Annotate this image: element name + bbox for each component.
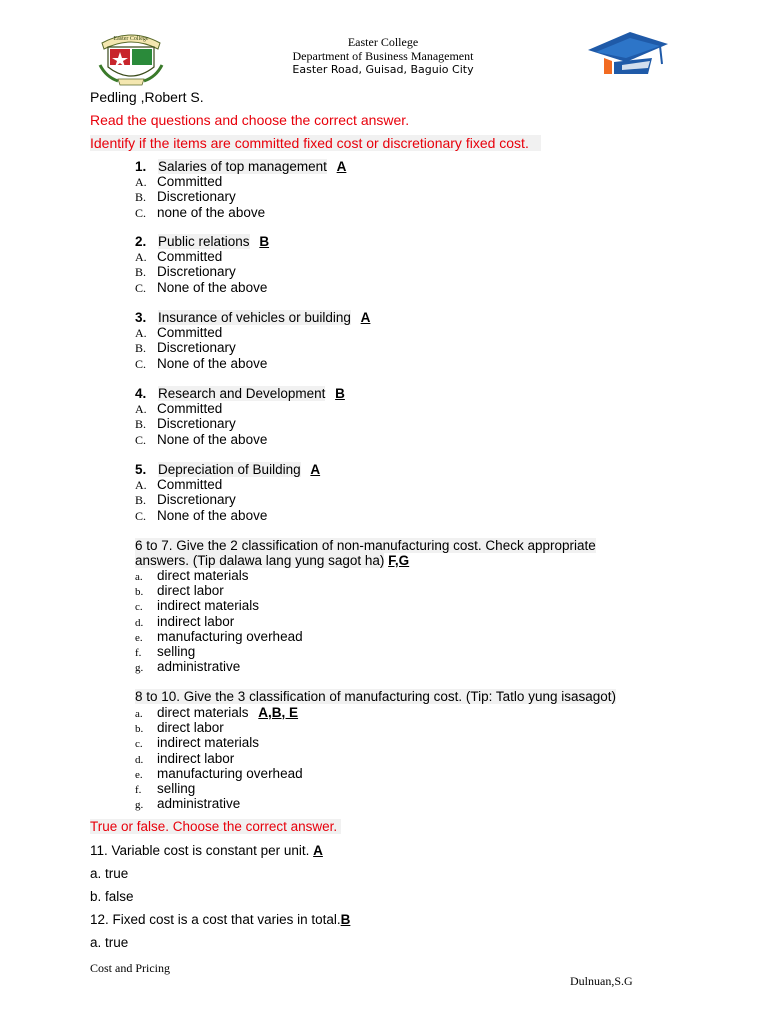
option-text: None of the above [157, 355, 268, 371]
question-text: Public relations [158, 234, 250, 249]
svg-text:Easter College: Easter College [113, 36, 149, 42]
option-c [135, 356, 267, 372]
question-answer: B [259, 234, 270, 249]
option-text: administrative [157, 659, 241, 675]
option-letter: B. [135, 341, 147, 356]
option-c [135, 280, 267, 296]
option-text: direct labor [157, 720, 224, 736]
question-6-7-line2-text: answers. (Tip dalawa lang yung sagot ha) [135, 553, 385, 568]
option-b [135, 340, 236, 356]
option-letter: c. [135, 601, 143, 614]
option-text: selling [157, 644, 196, 659]
option-text: indirect labor [157, 613, 235, 629]
option-letter: C. [135, 280, 147, 295]
option-letter: c. [135, 738, 143, 751]
option-text: Discretionary [157, 189, 236, 205]
question-5-stem [135, 462, 320, 477]
option-b [135, 189, 236, 205]
option-b [135, 720, 224, 735]
option-d [135, 614, 234, 629]
option-a [135, 705, 298, 720]
option-f [135, 781, 195, 796]
general-instruction: Read the questions and choose the correct answer. [90, 112, 410, 128]
question-6-7-line2 [135, 553, 409, 568]
option-letter: A. [135, 478, 147, 492]
option-text: None of the above [157, 431, 268, 447]
question-11-option-a: a. true [90, 866, 129, 881]
question-12 [90, 912, 350, 927]
question-text: Research and Development [158, 386, 326, 401]
question-11-text: 11. Variable cost is constant per unit. [90, 843, 310, 858]
option-text: Committed [157, 401, 223, 416]
option-text: manufacturing overhead [157, 765, 303, 781]
option-text: direct labor [157, 583, 224, 599]
question-12-option-a: a. true [90, 935, 129, 950]
option-text: indirect materials [157, 598, 260, 614]
option-f [135, 644, 195, 659]
option-text: manufacturing overhead [157, 628, 303, 644]
question-8-10-line1: 8 to 10. Give the 3 classification of manufacturing cost. (Tip: Tatlo yung isasagot) [135, 689, 616, 704]
option-e [135, 629, 303, 644]
option-b [135, 264, 236, 280]
option-text: Committed [157, 477, 223, 492]
option-g [135, 796, 240, 811]
footer-author: Dulnuan,S.G [570, 974, 633, 988]
question-number: 2. [135, 234, 147, 249]
option-b [135, 583, 224, 598]
option-letter: C. [135, 508, 147, 523]
question-answer: A [310, 462, 321, 477]
option-letter: C. [135, 432, 147, 447]
option-letter: e. [135, 631, 143, 644]
option-letter: A. [135, 250, 147, 264]
option-letter: f. [135, 784, 142, 796]
option-text: Committed [157, 249, 223, 264]
option-text: direct materials [157, 705, 249, 720]
option-e [135, 766, 303, 781]
option-letter: B. [135, 190, 147, 205]
option-letter: C. [135, 356, 147, 371]
option-letter: d. [135, 753, 144, 766]
option-a [135, 568, 249, 583]
option-a [135, 477, 222, 493]
option-letter: C. [135, 205, 147, 220]
question-2-stem [135, 234, 269, 249]
option-text: indirect labor [157, 750, 235, 766]
option-c [135, 432, 267, 448]
question-6-7-line1: 6 to 7. Give the 2 classification of non-manufacturing cost. Check appropriate [135, 538, 596, 553]
option-letter: b. [135, 586, 144, 599]
option-letter: A. [135, 402, 147, 416]
option-a [135, 325, 222, 341]
option-text: None of the above [157, 279, 268, 295]
question-8-10-answer: A,B, E [258, 705, 299, 720]
option-b [135, 416, 236, 432]
option-c [135, 508, 267, 524]
option-d [135, 751, 234, 766]
college-name: Easter College [347, 35, 419, 49]
option-letter: B. [135, 493, 147, 508]
option-a [135, 174, 222, 190]
option-letter: e. [135, 768, 143, 781]
department-name: Department of Business Management [292, 48, 474, 63]
option-letter: a. [135, 571, 143, 583]
option-text: indirect materials [157, 735, 260, 751]
question-text: Depreciation of Building [158, 462, 301, 477]
option-letter: a. [135, 708, 143, 720]
question-text: Salaries of top management [158, 159, 327, 174]
option-letter: b. [135, 723, 144, 736]
question-4-stem [135, 386, 345, 401]
question-answer: A [336, 159, 347, 174]
option-letter: d. [135, 616, 144, 629]
option-letter: B. [135, 265, 147, 280]
option-a [135, 249, 222, 265]
question-number: 5. [135, 462, 147, 477]
option-letter: g. [135, 662, 144, 675]
question-12-answer: B [340, 912, 351, 927]
question-number: 1. [135, 159, 147, 174]
option-c [135, 735, 259, 750]
footer-course: Cost and Pricing [90, 961, 170, 975]
student-name: Pedling ,Robert S. [90, 89, 204, 105]
option-text: administrative [157, 796, 241, 812]
option-letter: f. [135, 647, 142, 659]
section-instruction: Identify if the items are committed fixed cost or discretionary fixed cost. [90, 135, 541, 151]
option-b [135, 492, 236, 508]
option-letter: A. [135, 175, 147, 189]
option-text: Discretionary [157, 340, 236, 356]
option-text: None of the above [157, 507, 268, 523]
option-letter: A. [135, 326, 147, 340]
option-letter: g. [135, 799, 144, 812]
question-11-answer: A [313, 843, 323, 858]
question-11-option-b: b. false [90, 889, 134, 904]
option-text: Committed [157, 174, 223, 189]
option-text: Discretionary [157, 264, 236, 280]
question-text: Insurance of vehicles or building [158, 310, 351, 325]
question-number: 3. [135, 310, 147, 325]
question-11 [90, 843, 323, 858]
letterhead [230, 36, 536, 77]
question-6-7-answer: F,G [388, 553, 410, 568]
question-12-text: 12. Fixed cost is a cost that varies in total. [90, 912, 341, 927]
option-text: none of the above [157, 204, 266, 220]
option-g [135, 659, 240, 674]
option-text: selling [157, 781, 196, 796]
college-address: Easter Road, Guisad, Baguio City [292, 63, 474, 76]
question-number: 4. [135, 386, 147, 401]
option-c [135, 205, 265, 221]
option-letter: B. [135, 417, 147, 432]
option-a [135, 401, 222, 417]
option-text: Committed [157, 325, 223, 340]
question-answer: A [360, 310, 371, 325]
question-1-stem [135, 159, 346, 174]
option-text: Discretionary [157, 416, 236, 432]
option-text: direct materials [157, 568, 249, 583]
option-c [135, 598, 259, 613]
option-text: Discretionary [157, 492, 236, 508]
true-false-instruction: True or false. Choose the correct answer. [90, 819, 341, 834]
question-answer: B [335, 386, 345, 401]
question-3-stem [135, 310, 370, 325]
graduation-cap-logo [586, 28, 670, 76]
college-crest-logo [96, 25, 166, 87]
